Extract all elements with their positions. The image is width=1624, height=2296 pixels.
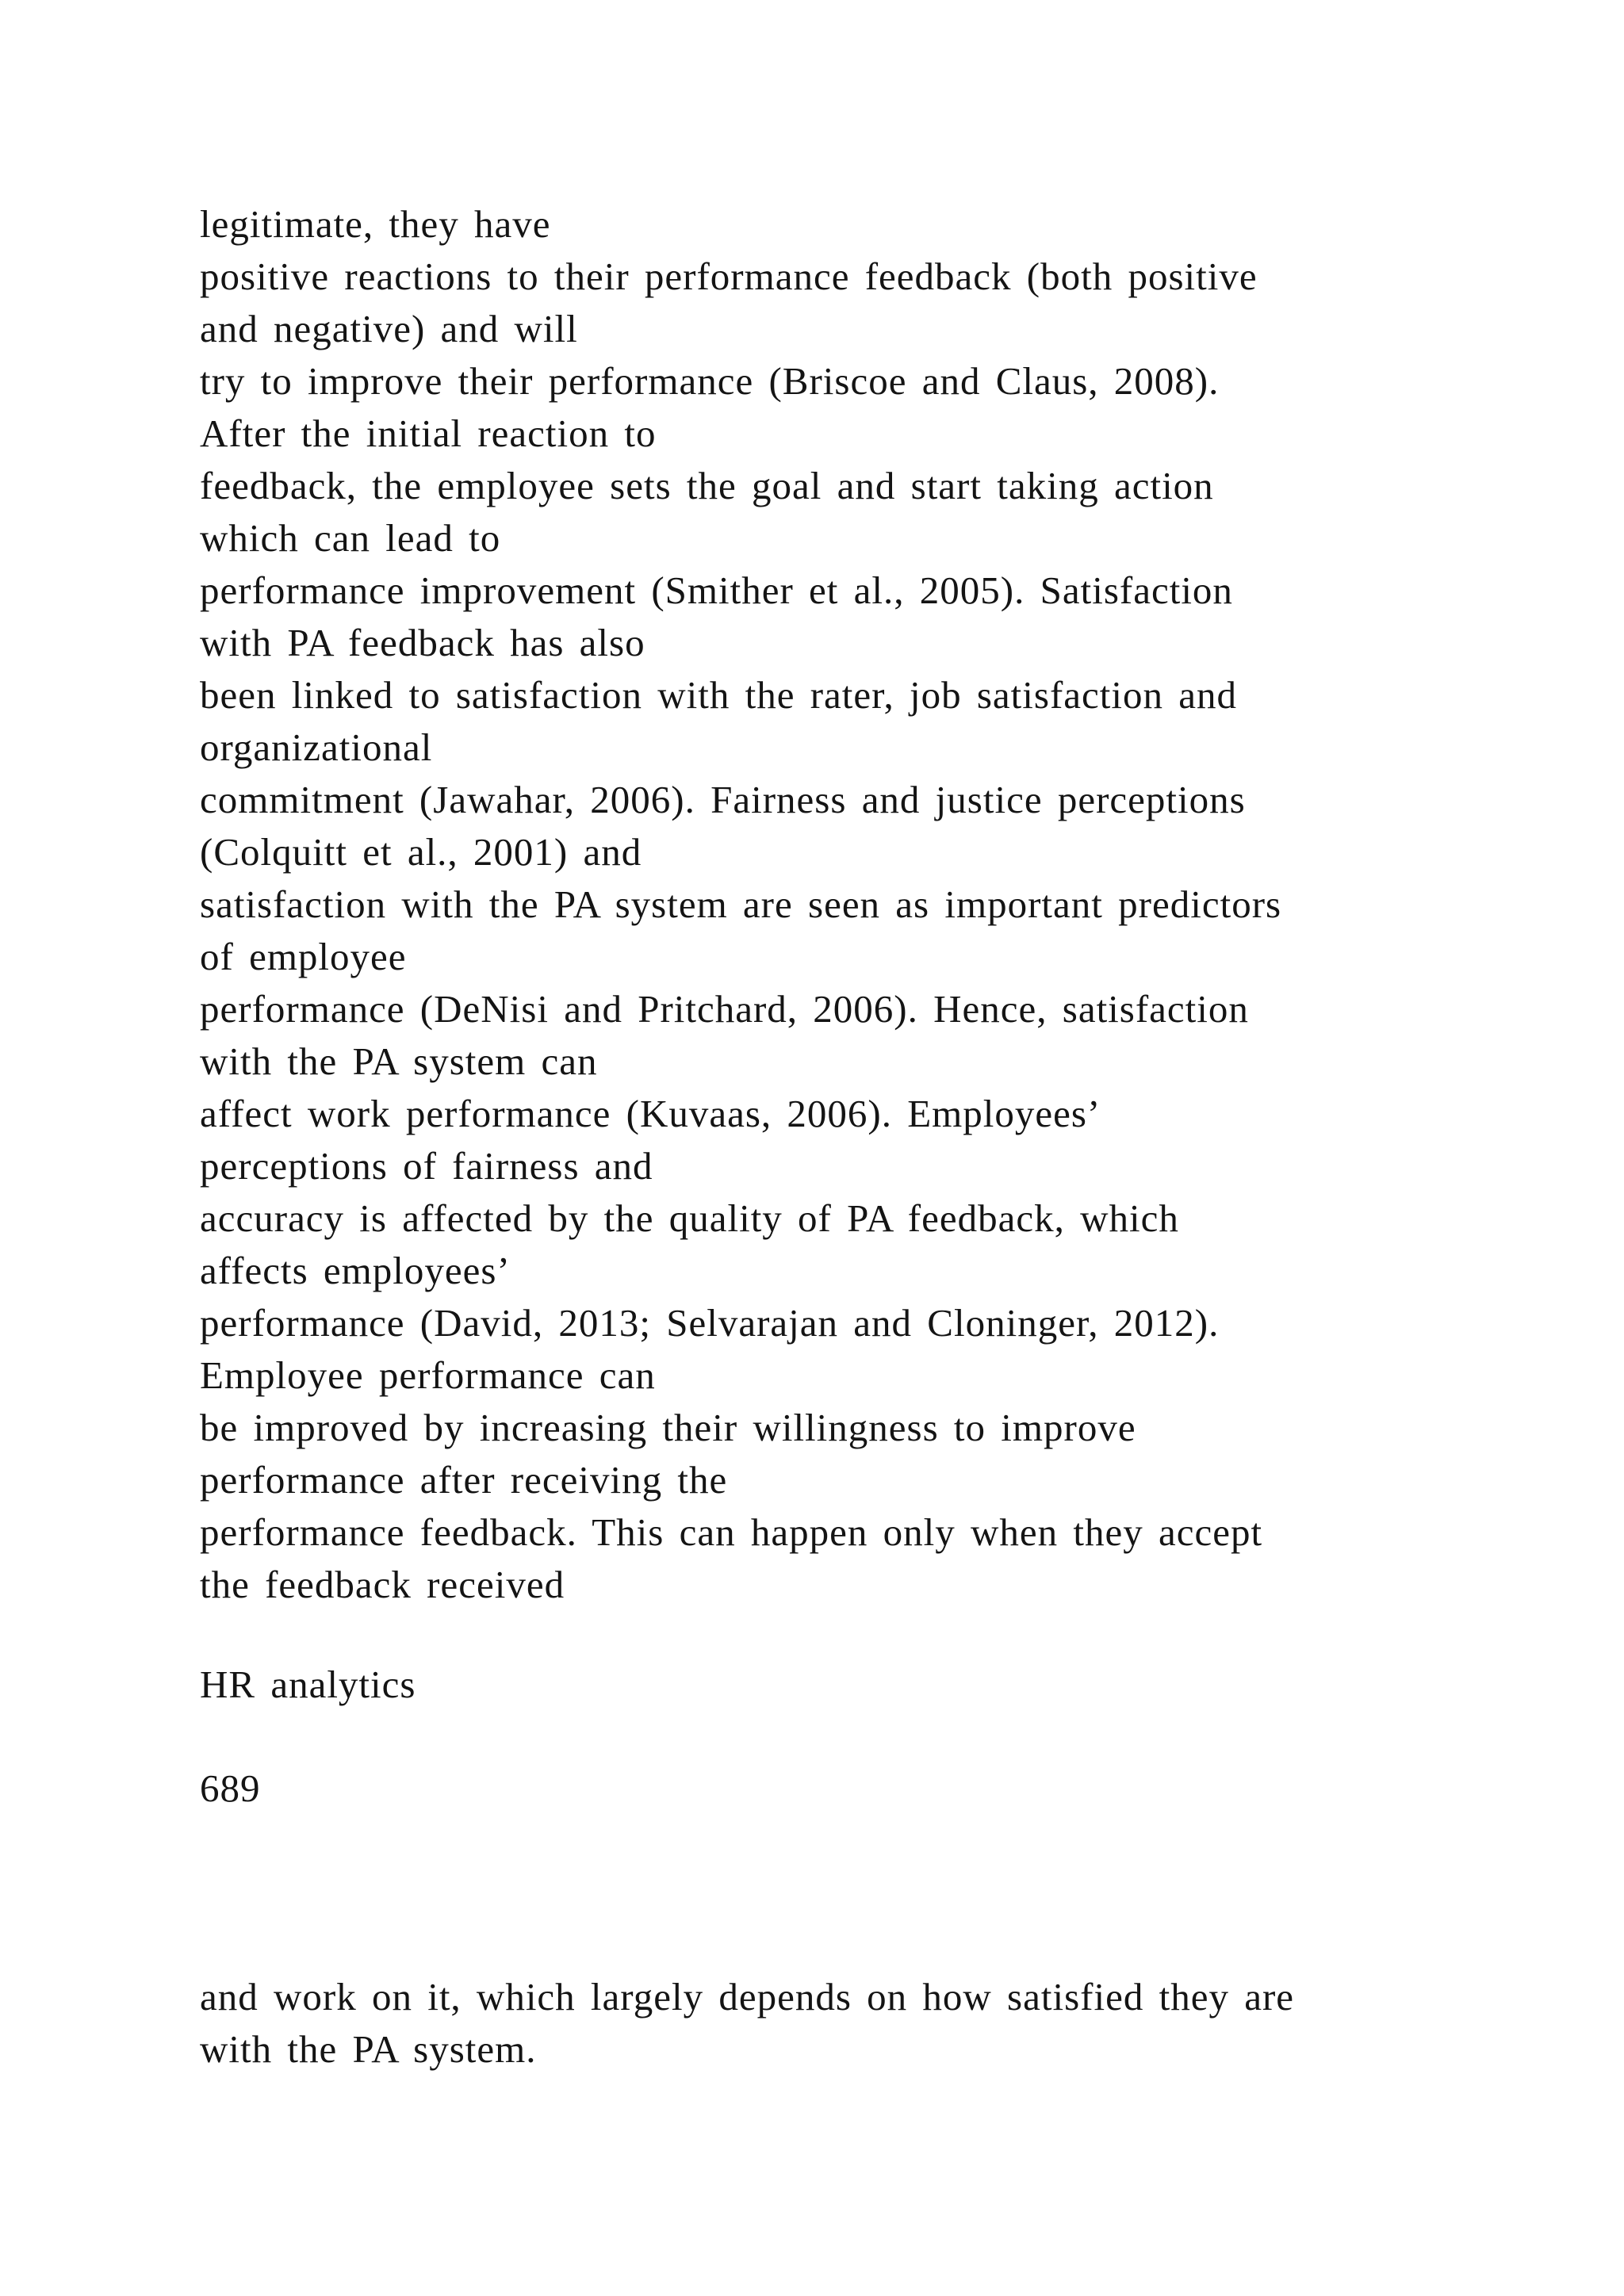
text-line: affects employees’ (200, 1249, 511, 1292)
text-line: organizational (200, 725, 433, 769)
page-number-text: 689 (200, 1766, 261, 1810)
text-line: affect work performance (Kuvaas, 2006). Employees’ (200, 1092, 1101, 1135)
text-line: which can lead to (200, 516, 501, 560)
text-line: accuracy is affected by the quality of PA feedback, which (200, 1196, 1179, 1240)
text-line: with PA feedback has also (200, 621, 645, 664)
text-line: try to improve their performance (Briscoe and Claus, 2008). (200, 359, 1220, 403)
text-line: with the PA system. (200, 2027, 537, 2071)
text-line: been linked to satisfaction with the rater, job satisfaction and (200, 673, 1238, 717)
text-line: and work on it, which largely depends on how satisfied they are (200, 1975, 1295, 2019)
text-line: feedback, the employee sets the goal and start taking action (200, 464, 1214, 507)
body-text (200, 198, 1281, 1611)
text-line: perceptions of fairness and (200, 1144, 653, 1188)
text-line: performance improvement (Smither et al., 2005). Satisfaction (200, 568, 1233, 612)
text-line: performance (David, 2013; Selvarajan and Cloninger, 2012). (200, 1301, 1220, 1345)
text-line: legitimate, they have (200, 202, 551, 246)
text-line: with the PA system can (200, 1039, 598, 1083)
running-head (200, 1659, 416, 1711)
page-number (200, 1762, 261, 1815)
text-line: commitment (Jawahar, 2006). Fairness and justice perceptions (200, 778, 1246, 821)
text-line: of employee (200, 935, 407, 978)
text-line: performance after receiving the (200, 1458, 728, 1502)
text-line: Employee performance can (200, 1353, 656, 1397)
running-head-text: HR analytics (200, 1663, 416, 1706)
closing-text (200, 1971, 1294, 2076)
text-line: the feedback received (200, 1563, 565, 1606)
text-line: and negative) and will (200, 307, 578, 350)
text-line: be improved by increasing their willingness to improve (200, 1406, 1136, 1449)
text-line: (Colquitt et al., 2001) and (200, 830, 642, 874)
text-line: positive reactions to their performance feedback (both positive (200, 254, 1258, 298)
text-line: performance feedback. This can happen only when they accept (200, 1510, 1263, 1554)
text-line: satisfaction with the PA system are seen as important predictors (200, 882, 1282, 926)
text-line: performance (DeNisi and Pritchard, 2006). Hence, satisfaction (200, 987, 1249, 1031)
text-line: After the initial reaction to (200, 411, 657, 455)
